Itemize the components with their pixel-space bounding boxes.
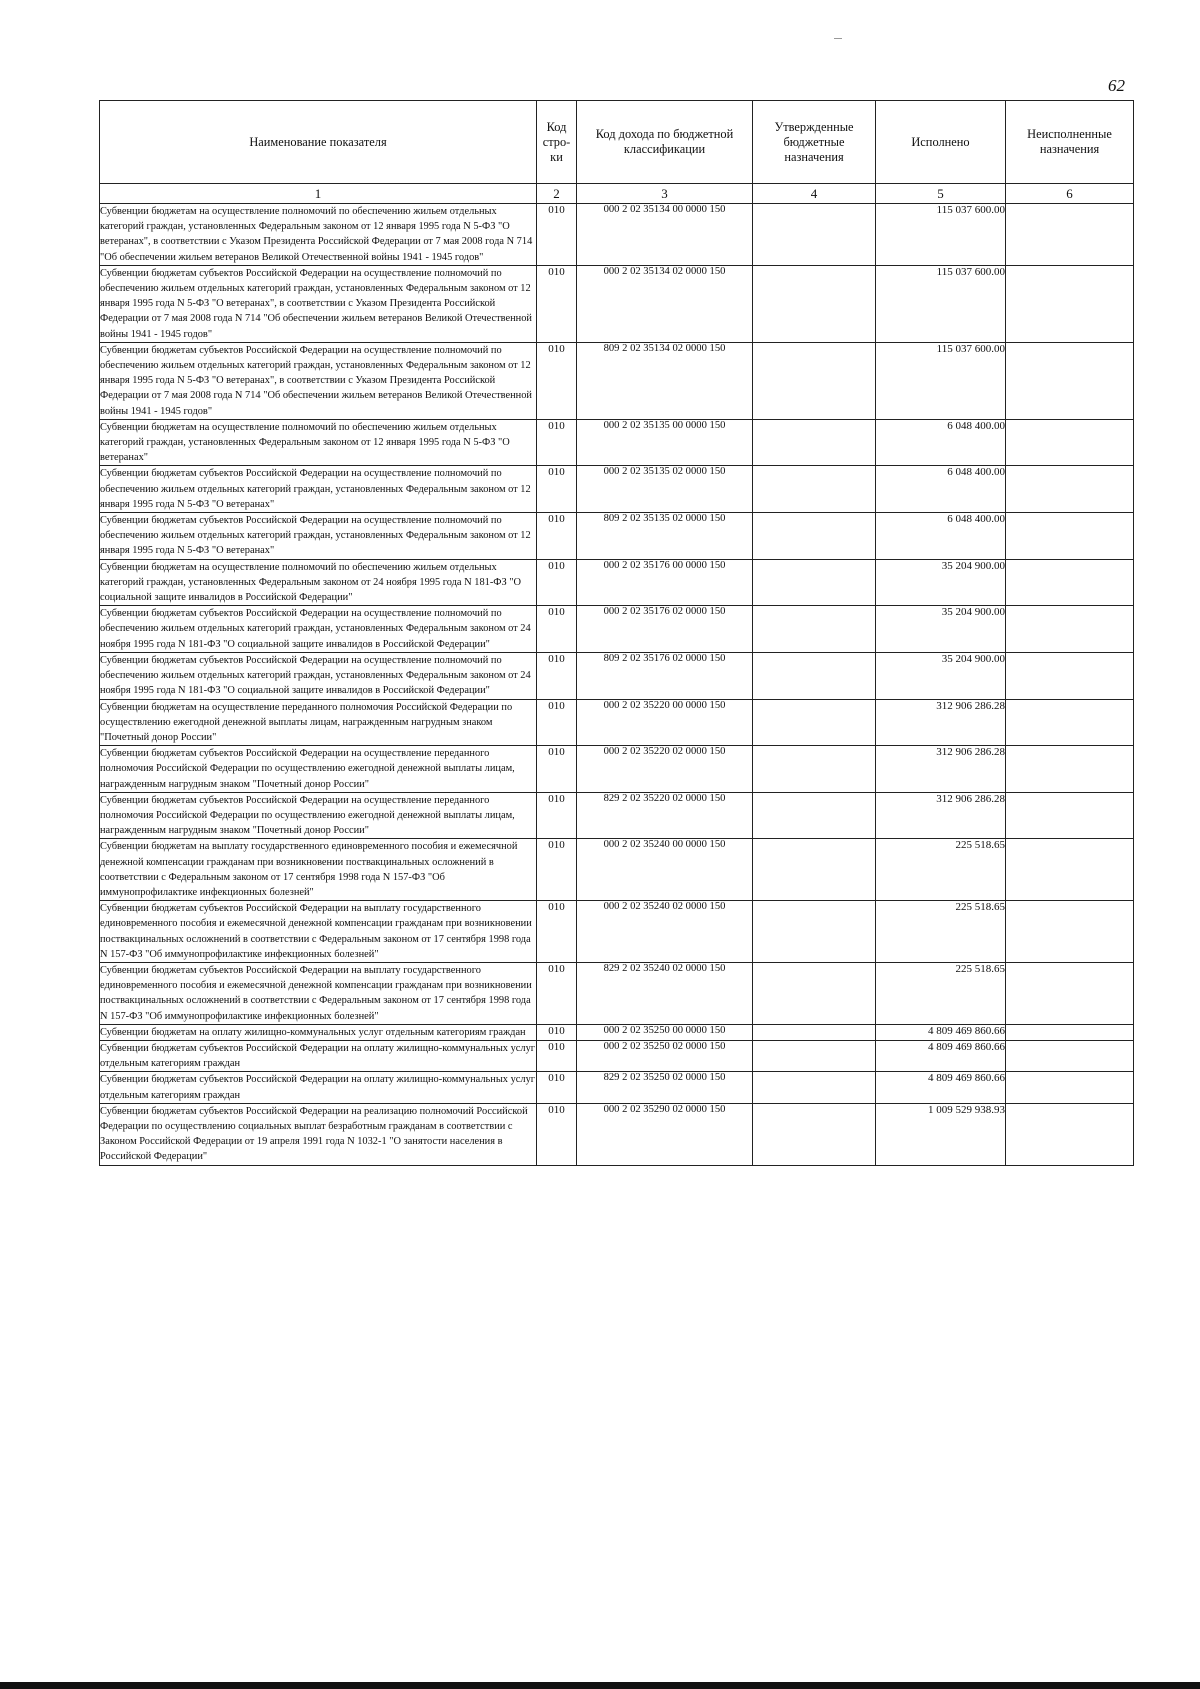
- table-row: [100, 962, 1134, 1024]
- table-row: [100, 559, 1134, 606]
- approved-cell: [753, 962, 876, 1024]
- approved-cell: [753, 699, 876, 746]
- header-approved: Утвержденные бюджетные назначения: [753, 101, 876, 184]
- table-row: [100, 513, 1134, 560]
- column-number: 1: [100, 184, 537, 204]
- scan-artifact: [834, 38, 842, 39]
- line-code-cell: 010: [537, 265, 577, 342]
- income-code-cell: 000 2 02 35220 00 0000 150: [577, 699, 753, 746]
- indicator-name-cell: Субвенции бюджетам субъектов Российской Федерации на выплату государственного единовременного пособия и ежемесячной денежной компенсации гражданам при возникновении поствакцинальных осложнений в соответствии с Федеральным законом от 17 сентября 1998 года N 157-ФЗ "Об иммунопрофилактике инфекционных болезней": [100, 962, 537, 1024]
- line-code-cell: 010: [537, 699, 577, 746]
- line-code-cell: 010: [537, 513, 577, 560]
- table-row: [100, 606, 1134, 653]
- header-indicator-name: Наименование показателя: [100, 101, 537, 184]
- unexecuted-cell: [1006, 792, 1134, 839]
- column-number: 2: [537, 184, 577, 204]
- unexecuted-cell: [1006, 559, 1134, 606]
- approved-cell: [753, 652, 876, 699]
- indicator-name-cell: Субвенции бюджетам субъектов Российской Федерации на оплату жилищно-коммунальных услуг отдельным категориям граждан: [100, 1072, 537, 1103]
- table-row: [100, 466, 1134, 513]
- income-code-cell: 000 2 02 35220 02 0000 150: [577, 746, 753, 793]
- table-row: [100, 1024, 1134, 1040]
- unexecuted-cell: [1006, 204, 1134, 266]
- executed-cell: 6 048 400.00: [876, 513, 1006, 560]
- indicator-name-cell: Субвенции бюджетам на осуществление переданного полномочия Российской Федерации по осуществлению ежегодной денежной выплаты лицам, награжденным нагрудным знаком "Почетный донор России": [100, 699, 537, 746]
- unexecuted-cell: [1006, 1040, 1134, 1071]
- executed-cell: 6 048 400.00: [876, 419, 1006, 466]
- executed-cell: 115 037 600.00: [876, 265, 1006, 342]
- line-code-cell: 010: [537, 466, 577, 513]
- approved-cell: [753, 792, 876, 839]
- executed-cell: 6 048 400.00: [876, 466, 1006, 513]
- indicator-name-cell: Субвенции бюджетам на осуществление полномочий по обеспечению жильем отдельных категорий граждан, установленных Федеральным законом от 24 ноября 1995 года N 181-ФЗ "О социальной защите инвалидов в Российской Федерации": [100, 559, 537, 606]
- executed-cell: 35 204 900.00: [876, 652, 1006, 699]
- indicator-name-cell: Субвенции бюджетам на оплату жилищно-коммунальных услуг отдельным категориям граждан: [100, 1024, 537, 1040]
- column-number: 5: [876, 184, 1006, 204]
- table-body: [100, 204, 1134, 1166]
- table-row: [100, 1072, 1134, 1103]
- indicator-name-cell: Субвенции бюджетам субъектов Российской Федерации на осуществление переданного полномочия Российской Федерации по осуществлению ежегодной денежной выплаты лицам, награжденным нагрудным знаком "Почетный донор России": [100, 792, 537, 839]
- unexecuted-cell: [1006, 699, 1134, 746]
- approved-cell: [753, 1103, 876, 1165]
- executed-cell: 4 809 469 860.66: [876, 1040, 1006, 1071]
- line-code-cell: 010: [537, 746, 577, 793]
- line-code-cell: 010: [537, 419, 577, 466]
- income-code-cell: 000 2 02 35290 02 0000 150: [577, 1103, 753, 1165]
- income-code-cell: 000 2 02 35134 02 0000 150: [577, 265, 753, 342]
- executed-cell: 35 204 900.00: [876, 606, 1006, 653]
- line-code-cell: 010: [537, 1103, 577, 1165]
- table-row: [100, 792, 1134, 839]
- indicator-name-cell: Субвенции бюджетам субъектов Российской Федерации на осуществление переданного полномочия Российской Федерации по осуществлению ежегодной денежной выплаты лицам, награжденным нагрудным знаком "Почетный донор России": [100, 746, 537, 793]
- approved-cell: [753, 606, 876, 653]
- table-row: [100, 746, 1134, 793]
- income-code-cell: 000 2 02 35135 00 0000 150: [577, 419, 753, 466]
- line-code-cell: 010: [537, 962, 577, 1024]
- table-row: [100, 265, 1134, 342]
- indicator-name-cell: Субвенции бюджетам субъектов Российской Федерации на осуществление полномочий по обеспечению жильем отдельных категорий граждан, установленных Федеральным законом от 12 января 1995 года N 5-ФЗ "О ветеранах", в соответствии с Указом Президента Российской Федерации от 7 мая 2008 года N 714 "Об обеспечении жильем ветеранов Великой Отечественной войны 1941 - 1945 годов": [100, 342, 537, 419]
- income-code-cell: 809 2 02 35176 02 0000 150: [577, 652, 753, 699]
- indicator-name-cell: Субвенции бюджетам субъектов Российской Федерации на оплату жилищно-коммунальных услуг отдельным категориям граждан: [100, 1040, 537, 1071]
- approved-cell: [753, 839, 876, 901]
- income-code-cell: 829 2 02 35250 02 0000 150: [577, 1072, 753, 1103]
- column-number: 6: [1006, 184, 1134, 204]
- executed-cell: 225 518.65: [876, 901, 1006, 963]
- scan-bottom-edge: [0, 1682, 1200, 1689]
- indicator-name-cell: Субвенции бюджетам на осуществление полномочий по обеспечению жильем отдельных категорий граждан, установленных Федеральным законом от 12 января 1995 года N 5-ФЗ "О ветеранах", в соответствии с Указом Президента Российской Федерации от 7 мая 2008 года N 714 "Об обеспечении жильем ветеранов Великой Отечественной войны 1941 - 1945 годов": [100, 204, 537, 266]
- column-number: 3: [577, 184, 753, 204]
- indicator-name-cell: Субвенции бюджетам субъектов Российской Федерации на реализацию полномочий Российской Федерации по осуществлению социальных выплат безработным гражданам в соответствии с Законом Российской Федерации от 19 апреля 1991 года N 1032-1 "О занятости населения в Российской Федерации": [100, 1103, 537, 1165]
- line-code-cell: 010: [537, 204, 577, 266]
- line-code-cell: 010: [537, 559, 577, 606]
- header-unexecuted: Неисполненные назначения: [1006, 101, 1134, 184]
- unexecuted-cell: [1006, 265, 1134, 342]
- executed-cell: 4 809 469 860.66: [876, 1024, 1006, 1040]
- income-code-cell: 809 2 02 35135 02 0000 150: [577, 513, 753, 560]
- unexecuted-cell: [1006, 1072, 1134, 1103]
- income-code-cell: 000 2 02 35240 00 0000 150: [577, 839, 753, 901]
- indicator-name-cell: Субвенции бюджетам субъектов Российской Федерации на осуществление полномочий по обеспечению жильем отдельных категорий граждан, установленных Федеральным законом от 24 ноября 1995 года N 181-ФЗ "О социальной защите инвалидов в Российской Федерации": [100, 652, 537, 699]
- table-row: [100, 652, 1134, 699]
- executed-cell: 312 906 286.28: [876, 699, 1006, 746]
- indicator-name-cell: Субвенции бюджетам субъектов Российской Федерации на осуществление полномочий по обеспечению жильем отдельных категорий граждан, установленных Федеральным законом от 24 ноября 1995 года N 181-ФЗ "О социальной защите инвалидов в Российской Федерации": [100, 606, 537, 653]
- unexecuted-cell: [1006, 962, 1134, 1024]
- unexecuted-cell: [1006, 1024, 1134, 1040]
- income-code-cell: 829 2 02 35240 02 0000 150: [577, 962, 753, 1024]
- approved-cell: [753, 265, 876, 342]
- unexecuted-cell: [1006, 839, 1134, 901]
- table-row: [100, 839, 1134, 901]
- unexecuted-cell: [1006, 419, 1134, 466]
- line-code-cell: 010: [537, 1024, 577, 1040]
- header-executed: Исполнено: [876, 101, 1006, 184]
- indicator-name-cell: Субвенции бюджетам на выплату государственного единовременного пособия и ежемесячной денежной компенсации гражданам при возникновении поствакцинальных осложнений в соответствии с Федеральным законом от 17 сентября 1998 года N 157-ФЗ "Об иммунопрофилактике инфекционных болезней": [100, 839, 537, 901]
- line-code-cell: 010: [537, 606, 577, 653]
- page-number: 62: [1108, 76, 1125, 95]
- approved-cell: [753, 342, 876, 419]
- approved-cell: [753, 901, 876, 963]
- table-row: [100, 419, 1134, 466]
- income-code-cell: 809 2 02 35134 02 0000 150: [577, 342, 753, 419]
- executed-cell: 115 037 600.00: [876, 204, 1006, 266]
- unexecuted-cell: [1006, 513, 1134, 560]
- unexecuted-cell: [1006, 466, 1134, 513]
- table-row: [100, 699, 1134, 746]
- executed-cell: 4 809 469 860.66: [876, 1072, 1006, 1103]
- executed-cell: 225 518.65: [876, 839, 1006, 901]
- table-row: [100, 1103, 1134, 1165]
- approved-cell: [753, 559, 876, 606]
- table-row: [100, 901, 1134, 963]
- line-code-cell: 010: [537, 1072, 577, 1103]
- budget-execution-table: [99, 100, 1134, 1166]
- income-code-cell: 000 2 02 35135 02 0000 150: [577, 466, 753, 513]
- table-row: [100, 204, 1134, 266]
- column-numbers-row: [100, 184, 1134, 204]
- income-code-cell: 000 2 02 35250 00 0000 150: [577, 1024, 753, 1040]
- income-code-cell: 000 2 02 35176 02 0000 150: [577, 606, 753, 653]
- indicator-name-cell: Субвенции бюджетам субъектов Российской Федерации на осуществление полномочий по обеспечению жильем отдельных категорий граждан, установленных Федеральным законом от 12 января 1995 года N 5-ФЗ "О ветеранах": [100, 466, 537, 513]
- income-code-cell: 829 2 02 35220 02 0000 150: [577, 792, 753, 839]
- line-code-cell: 010: [537, 652, 577, 699]
- unexecuted-cell: [1006, 652, 1134, 699]
- unexecuted-cell: [1006, 342, 1134, 419]
- income-code-cell: 000 2 02 35134 00 0000 150: [577, 204, 753, 266]
- line-code-cell: 010: [537, 839, 577, 901]
- header-income-code: Код дохода по бюджетной классификации: [577, 101, 753, 184]
- indicator-name-cell: Субвенции бюджетам субъектов Российской Федерации на осуществление полномочий по обеспечению жильем отдельных категорий граждан, установленных Федеральным законом от 12 января 1995 года N 5-ФЗ "О ветеранах", в соответствии с Указом Президента Российской Федерации от 7 мая 2008 года N 714 "Об обеспечении жильем ветеранов Великой Отечественной войны 1941 - 1945 годов": [100, 265, 537, 342]
- line-code-cell: 010: [537, 901, 577, 963]
- executed-cell: 225 518.65: [876, 962, 1006, 1024]
- unexecuted-cell: [1006, 901, 1134, 963]
- line-code-cell: 010: [537, 1040, 577, 1071]
- approved-cell: [753, 746, 876, 793]
- line-code-cell: 010: [537, 342, 577, 419]
- unexecuted-cell: [1006, 1103, 1134, 1165]
- executed-cell: 35 204 900.00: [876, 559, 1006, 606]
- header-line-code: Код стро- ки: [537, 101, 577, 184]
- column-number: 4: [753, 184, 876, 204]
- executed-cell: 312 906 286.28: [876, 746, 1006, 793]
- executed-cell: 1 009 529 938.93: [876, 1103, 1006, 1165]
- unexecuted-cell: [1006, 746, 1134, 793]
- approved-cell: [753, 204, 876, 266]
- indicator-name-cell: Субвенции бюджетам на осуществление полномочий по обеспечению жильем отдельных категорий граждан, установленных Федеральным законом от 12 января 1995 года N 5-ФЗ "О ветеранах": [100, 419, 537, 466]
- income-code-cell: 000 2 02 35176 00 0000 150: [577, 559, 753, 606]
- income-code-cell: 000 2 02 35240 02 0000 150: [577, 901, 753, 963]
- table-row: [100, 1040, 1134, 1071]
- approved-cell: [753, 419, 876, 466]
- approved-cell: [753, 1024, 876, 1040]
- approved-cell: [753, 1072, 876, 1103]
- indicator-name-cell: Субвенции бюджетам субъектов Российской Федерации на выплату государственного единовременного пособия и ежемесячной денежной компенсации гражданам при возникновении поствакцинальных осложнений в соответствии с Федеральным законом от 17 сентября 1998 года N 157-ФЗ "Об иммунопрофилактике инфекционных болезней": [100, 901, 537, 963]
- header-row: [100, 101, 1134, 184]
- indicator-name-cell: Субвенции бюджетам субъектов Российской Федерации на осуществление полномочий по обеспечению жильем отдельных категорий граждан, установленных Федеральным законом от 12 января 1995 года N 5-ФЗ "О ветеранах": [100, 513, 537, 560]
- unexecuted-cell: [1006, 606, 1134, 653]
- approved-cell: [753, 466, 876, 513]
- executed-cell: 115 037 600.00: [876, 342, 1006, 419]
- approved-cell: [753, 1040, 876, 1071]
- line-code-cell: 010: [537, 792, 577, 839]
- table-row: [100, 342, 1134, 419]
- approved-cell: [753, 513, 876, 560]
- executed-cell: 312 906 286.28: [876, 792, 1006, 839]
- income-code-cell: 000 2 02 35250 02 0000 150: [577, 1040, 753, 1071]
